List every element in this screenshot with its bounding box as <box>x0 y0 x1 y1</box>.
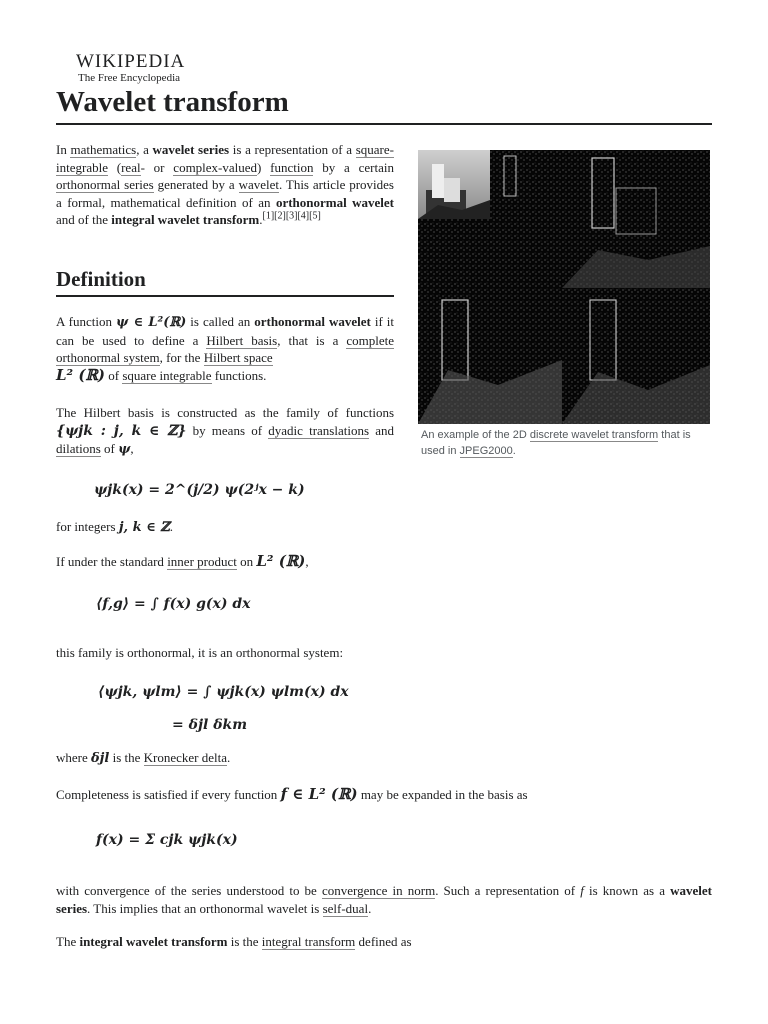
equation-psi-jk: ψjk(x) = 2^(j/2) ψ(2ʲx − k) <box>94 482 305 498</box>
equation-orthonormality: ⟨ψjk, ψlm⟩ = ∫ ψjk(x) ψlm(x) dx <box>98 684 349 700</box>
math-l2-r: L² (ℝ) <box>256 552 306 570</box>
link-integral-transform[interactable]: integral transform <box>261 934 356 949</box>
link-convergence-in-norm[interactable]: convergence in norm <box>321 883 436 898</box>
link-jpeg2000[interactable]: JPEG2000 <box>459 445 513 457</box>
link-self-dual[interactable]: self-dual <box>322 900 369 916</box>
link-square-integrable[interactable]: square-integrable <box>56 142 394 175</box>
link-real[interactable]: real <box>121 159 141 175</box>
link-hilbert-space[interactable]: Hilbert space <box>203 350 273 365</box>
link-dyadic-translations[interactable]: dyadic translations <box>268 422 370 438</box>
math-family: {ψjk : j, k ∈ ℤ} <box>56 422 187 439</box>
wavelet-decomposition-graphic <box>418 150 710 424</box>
link-kronecker-delta[interactable]: Kronecker delta <box>143 750 228 765</box>
convergence-paragraph: with convergence of the series understood to be convergence in norm. Such a representation of f is known as a wavelet series. This implies that an orthonormal wavelet is self-dual. <box>56 883 712 916</box>
figure-caption: An example of the 2D discrete wavelet transform that is used in JPEG2000. <box>421 429 691 457</box>
equation-kronecker: = δjl δkm <box>172 717 248 733</box>
link-function[interactable]: function <box>270 159 314 175</box>
link-mathematics[interactable]: mathematics <box>70 142 137 157</box>
integers-line: for integers j, k ∈ ℤ. <box>56 519 173 535</box>
math-l2: L² (ℝ) <box>56 365 105 384</box>
equation-inner-product: ⟨f,g⟩ = ∫ f(x) g(x) dx <box>96 596 251 612</box>
math-f-in-l2: f ∈ L² (ℝ) <box>280 785 358 803</box>
logo-tagline: The Free Encyclopedia <box>78 72 181 84</box>
link-hilbert-basis[interactable]: Hilbert basis <box>206 332 278 348</box>
inner-product-line: If under the standard inner product on L² (ℝ), <box>56 552 309 570</box>
section-heading-definition: Definition <box>56 267 146 291</box>
equation-wavelet-series: f(x) = Σ cjk ψjk(x) <box>96 832 238 848</box>
kronecker-line: where δjl is the Kronecker delta. <box>56 750 231 766</box>
definition-paragraph-2: The Hilbert basis is constructed as the family of functions {ψjk : j, k ∈ ℤ} by means of dyadic translations and dilations of ψ, <box>56 405 394 457</box>
link-complex-valued[interactable]: complex-valued <box>173 159 258 175</box>
link-inner-product[interactable]: inner product <box>167 554 237 569</box>
math-delta-jl: δjl <box>91 751 110 766</box>
link-wavelet[interactable]: wavelet <box>238 177 279 192</box>
definition-paragraph-1: A function ψ ∈ L²(ℝ) is called an orthonormal wavelet if it can be used to define a Hilbert basis, that is a complete orthonormal system, for the Hilbert space L² (ℝ) of square integrable functions. <box>56 314 394 384</box>
link-dilations[interactable]: dilations <box>56 441 101 456</box>
title-rule <box>56 123 712 125</box>
math-jk-in-z: j, k ∈ ℤ <box>118 520 170 535</box>
integral-transform-line: The integral wavelet transform is the integral transform defined as <box>56 934 412 949</box>
section-rule <box>56 295 394 297</box>
link-complete-orthonormal-system[interactable]: complete orthonormal system <box>56 332 394 365</box>
completeness-line: Completeness is satisfied if every function f ∈ L² (ℝ) may be expanded in the basis as <box>56 785 528 803</box>
link-square-integrable-2[interactable]: square integrable <box>122 367 212 383</box>
link-orthonormal-series[interactable]: orthonormal series <box>56 177 154 192</box>
link-discrete-wavelet-transform[interactable]: discrete wavelet transform <box>529 429 659 441</box>
intro-paragraph: In mathematics, a wavelet series is a representation of a square-integrable (real- or complex-valued) function by a certain orthonormal series generated by a wavelet. This article provides a formal, mathematical definition of an orthonormal wavelet and of the integral wavelet transform.[1][2][3][4][5] <box>56 142 395 227</box>
math-psi: ψ <box>118 442 131 457</box>
dwt-example-image[interactable] <box>418 150 710 424</box>
wikipedia-logo[interactable] <box>76 52 185 84</box>
references-link[interactable]: [1][2][3][4][5] <box>262 210 321 222</box>
logo-wordmark: WIKIPEDIA <box>76 51 186 72</box>
orthonormal-line: this family is orthonormal, it is an orthonormal system: <box>56 645 344 660</box>
math-psi-in-l2: ψ ∈ L²(ℝ) <box>115 315 187 330</box>
page-title: Wavelet transform <box>56 86 289 118</box>
